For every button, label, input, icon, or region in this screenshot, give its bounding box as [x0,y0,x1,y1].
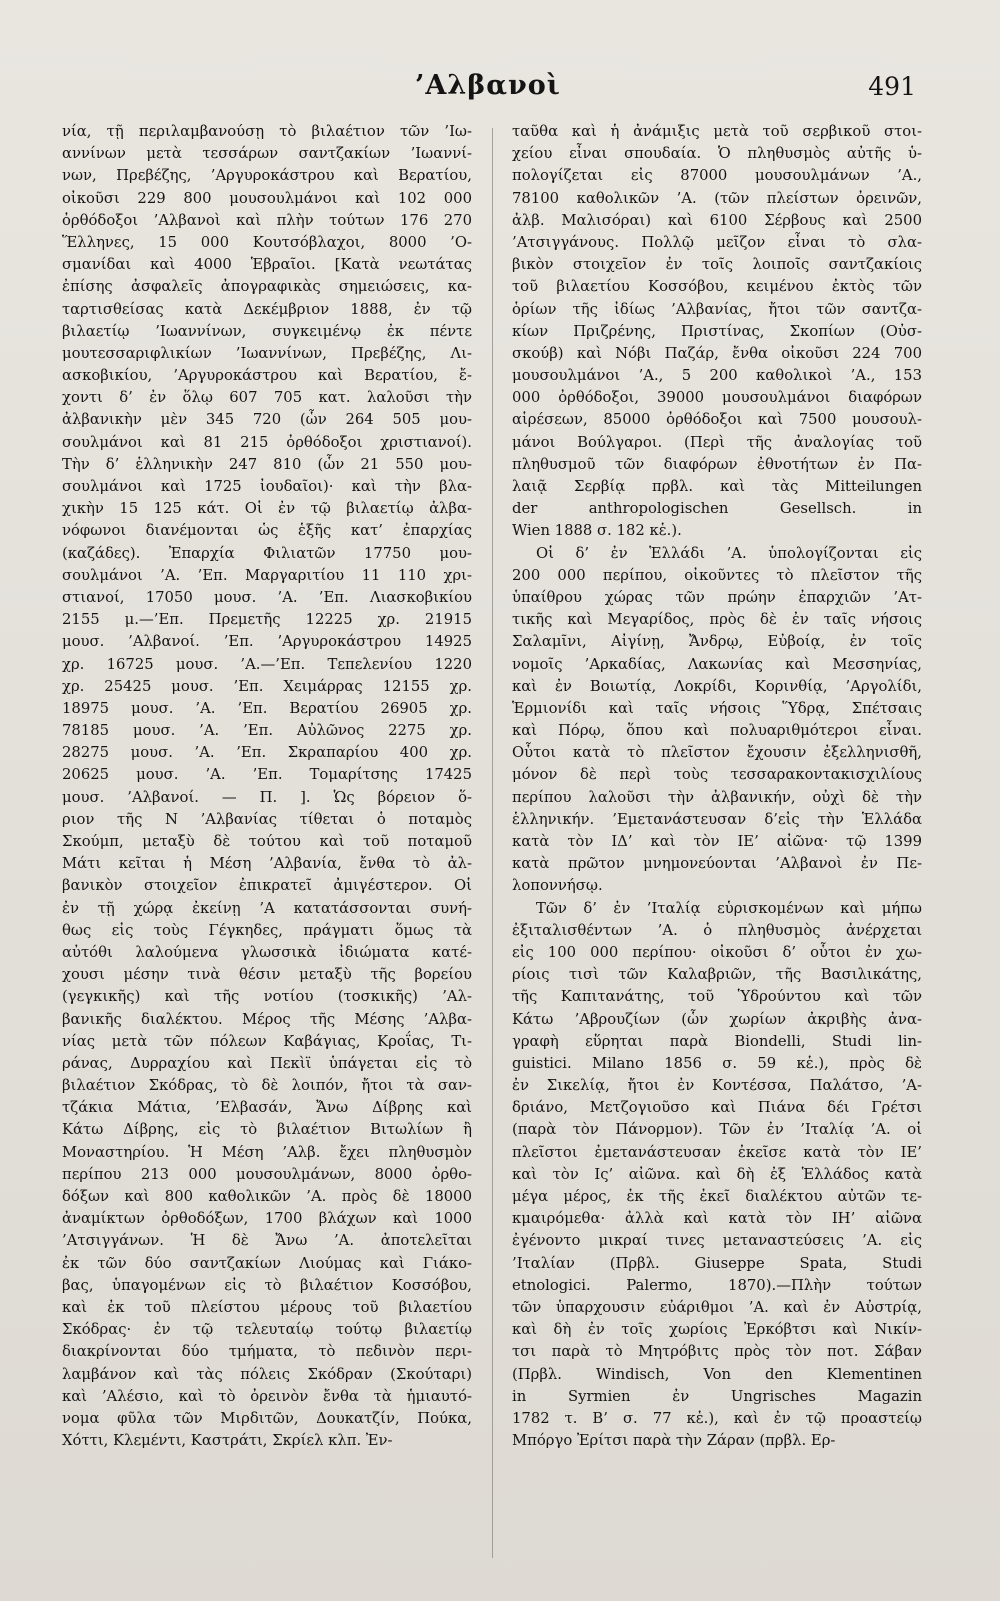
text-line: αὐτόθι λαλούμενα γλωσσικὰ ἰδιώματα κατέ- [62,943,472,961]
page-number: 491 [868,72,916,101]
text-line: (καζάδες). Ἐπαρχία Φιλιατῶν 17750 μου- [62,544,472,562]
text-line: θως εἰς τοὺς Γέγκηδες, πράγματι ὅμως τὰ [62,921,472,939]
text-line: ριον τῆς Ν ’Αλβανίας τίθεται ὁ ποταμὸς [62,810,472,828]
text-line: βανικὸν στοιχεῖον ἐπικρατεῖ ἀμιγέστερον. Οἱ [62,877,472,895]
text-line: αννίνων μετὰ τεσσάρων σαντζακίων ’Ιωαννί- [62,145,472,163]
text-line: οἰκοῦσι 229 800 μουσουλμάνοι καὶ 102 000 [62,189,472,207]
text-line: μάνοι Βούλγαροι. (Περὶ τῆς ἀναλογίας τοῦ [512,433,922,451]
text-line: ’Ιταλίαν (Πρβλ. Giuseppe Spata, Studi [512,1254,922,1272]
text-line: ὁρίων τῆς ἰδίως ’Αλβανίας, ἤτοι τῶν σαντζα- [512,300,922,318]
column-divider [492,128,493,1558]
text-line: μουτεσσαριφλικίων ’Ιωαννίνων, Πρεβέζης, Λι- [62,344,472,362]
text-line: 28275 μουσ. ’Α. ’Επ. Σκραπαρίου 400 χρ. [62,744,472,762]
text-line: περίπου 213 000 μουσουλμάνων, 8000 ὀρθο- [62,1165,472,1183]
text-line: Σκούμπ, μεταξὺ δὲ τούτου καὶ τοῦ ποταμοῦ [62,833,472,850]
text-line: ὀρθόδοξοι ’Αλβανοὶ καὶ πλὴν τούτων 176 270 [62,211,472,229]
text-line: 78185 μουσ. ’Α. ’Επ. Αὐλῶνος 2275 χρ. [62,722,472,740]
text-line: νομοῖς ’Αρκαδίας, Λακωνίας καὶ Μεσσηνίας, [512,655,922,673]
text-line: πλεῖστοι ἐμετανάστευσαν ἐκεῖσε κατὰ τὸν ΙΕ’ [512,1143,922,1161]
text-line: 000 ὀρθόδοξοι, 39000 μουσουλμάνοι διαφόρων [512,389,922,407]
text-line: 20625 μουσ. ’Α. ’Επ. Τομαρίτσης 17425 [62,766,472,784]
text-line: σουλμάνοι ’Α. ’Επ. Μαργαριτίου 11 110 χρι- [62,566,472,584]
text-line: σμανίδαι καὶ 4000 Ἑβραῖοι. [Κατὰ νεωτάτας [62,256,472,274]
text-line: Χόττι, Κλεμέντι, Καστράτι, Σκρίελ κλπ. Ἐν- [62,1432,393,1450]
text-line: Μοναστηρίου. Ἡ Μέση ’Αλβ. ἔχει πληθυσμὸν [62,1143,472,1161]
text-line: Οἱ δ’ ἐν Ἑλλάδι ’Α. ὑπολογίζονται εἰς [536,544,922,562]
text-line: in Syrmien ἐν Ungrisches Magazin [512,1387,922,1405]
text-line: Μάτι κεῖται ἡ Μέση ’Αλβανία, ἔνθα τὸ ἀλ- [62,855,472,873]
text-line: μουσ. ’Αλβανοί. — Π. ]. Ὡς βόρειον ὅ- [62,788,472,806]
text-line: 78100 καθολικῶν ’Α. (τῶν πλείστων ὀρεινῶν, [512,189,922,207]
text-line: ὑπαίθρου χώρας τῶν πρώην ἐπαρχιῶν ’Ατ- [512,588,922,606]
text-line: καὶ τὸν Ις’ αἰῶνα. καὶ δὴ ἐξ Ἑλλάδος κατὰ [512,1165,922,1183]
text-line: στιανοί, 17050 μουσ. ’Α. ’Επ. Λιασκοβικίου [62,588,472,606]
text-line: ἐξιταλισθέντων ’Α. ὁ πληθυσμὸς ἀνέρχεται [512,921,922,939]
text-line: νόφωνοι διανέμονται ὡς ἑξῆς κατ’ ἐπαρχίας [62,522,472,540]
text-line: (Πρβλ. Windisch, Von den Klementinen [512,1365,922,1383]
text-line: δριάνο, Μετζογιοῦσο καὶ Πιάνα δέι Γρέτσι [512,1099,922,1117]
text-line: τῆς Καπιτανάτης, τοῦ Ὑδρούντου καὶ τῶν [512,988,922,1006]
text-line: ’Ατσιγγάνους. Πολλῷ μεῖζον εἶναι τὸ σλα- [512,233,922,251]
text-line: καὶ ἐν Βοιωτίᾳ, Λοκρίδι, Κορινθίᾳ, ’Αργολίδι, [512,677,922,695]
text-line: αἱρέσεων, 85000 ὀρθόδοξοι καὶ 7500 μουσουλ- [512,411,922,429]
text-line: καὶ ἐκ τοῦ πλείστου μέρους τοῦ βιλαετίου [62,1298,472,1316]
text-line: μουσ. ’Αλβανοί. ’Επ. ’Αργυροκάστρου 14925 [62,633,472,651]
text-line: καὶ δὴ ἐν τοῖς χωρίοις Ἐρκόβτσι καὶ Νικίν- [512,1321,922,1339]
text-line: Κάτω Δίβρης, εἰς τὸ βιλαέτιον Βιτωλίων ἢ [62,1121,472,1139]
text-line: ἀλβανικὴν μὲν 345 720 (ὧν 264 505 μου- [62,411,472,429]
text-line: σουλμάνοι καὶ 81 215 ὀρθόδοξοι χριστιανοί). [62,433,472,451]
text-line: Σκόδρας· ἐν τῷ τελευταίῳ τούτῳ βιλαετίῳ [62,1321,472,1339]
text-line: ρίοις τισὶ τῶν Καλαβριῶν, τῆς Βασιλικάτης, [512,966,922,984]
text-line: σουλμάνοι καὶ 1725 ἰουδαῖοι)· καὶ τὴν βλα- [62,478,472,495]
text-line: κμαιρόμεθα· ἀλλὰ καὶ κατὰ τὸν ΙΗ’ αἰῶνα [512,1210,922,1228]
text-line: ταῦθα καὶ ἡ ἀνάμιξις μετὰ τοῦ σερβικοῦ στοι- [512,123,922,140]
text-line: νίας μετὰ τῶν πόλεων Καβάγιας, Κροΐας, Τι- [62,1032,472,1050]
text-line: ἐγένοντο μικραί τινες μεταναστεύσεις ’Α. εἰς [512,1232,922,1250]
text-line: βανικῆς διαλέκτου. Μέρος τῆς Μέσης ’Αλβα- [62,1010,472,1028]
text-line: νομα φῦλα τῶν Μιρδιτῶν, Δουκατζίν, Πούκα, [62,1409,472,1427]
text-line: σκούβ) καὶ Νόβι Παζάρ, ἔνθα οἰκοῦσι 224 700 [512,344,922,362]
text-line: (γεγκικῆς) καὶ τῆς νοτίου (τοσκικῆς) ’Αλ- [62,988,472,1006]
text-line: Μπόργο Ἐρίτσι παρὰ τὴν Ζάραν (πρβλ. Ερ- [512,1432,836,1450]
text-line: κίων Πριζρένης, Πριστίνας, Σκοπίων (Οὐσ- [512,322,922,340]
text-line: χείου εἶναι σπουδαία. Ὁ πληθυσμὸς αὐτῆς ὑ- [512,145,922,163]
text-line: τῶν ὑπαρχουσιν εὐάριθμοι ’Α. καὶ ἐν Αὐστρίᾳ, [512,1298,922,1316]
text-line: χρ. 16725 μουσ. ’Α.—’Επ. Τεπελενίου 1220 [62,655,472,673]
text-line: λαιᾷ Σερβίᾳ πρβλ. καὶ τὰς Mitteilungen [512,478,922,495]
text-line: κατὰ πρῶτον μνημονεύονται ’Αλβανοὶ ἐν Πε- [512,855,922,873]
text-line: ἀναμίκτων ὀρθοδόξων, 1700 βλάχων καὶ 1000 [62,1210,472,1228]
text-line: Κάτω ’Αβρουζίων (ὧν χωρίων ἀκριβὴς ἀνα- [512,1010,922,1028]
text-line: 18975 μουσ. ’Α. ’Επ. Βερατίου 26905 χρ. [62,699,472,717]
text-line: ἐπίσης ἀσφαλεῖς ἀπογραφικὰς σημειώσεις, κα- [62,278,472,296]
text-line: ταρτισθείσας κατὰ Δεκέμβριον 1888, ἐν τῷ [62,300,472,318]
text-line: χοντι δ’ ἐν ὅλῳ 607 705 κατ. λαλοῦσι τὴν [62,389,472,407]
text-line: Σαλαμῖνι, Αἰγίνῃ, Ἄνδρῳ, Εὐβοίᾳ, ἐν τοῖς [512,633,922,651]
text-line: τζάκια Μάτια, ’Ελβασάν, Ἄνω Δίβρης καὶ [62,1099,472,1117]
text-line: λοποννήσῳ. [512,877,603,895]
text-line: der anthropologischen Gesellsch. in [512,500,922,518]
text-line: καὶ Πόρῳ, ὅπου καὶ πολυαριθμότεροι εἶναι. [512,722,922,740]
text-line: ἐν τῇ χώρᾳ ἐκείνῃ ’Α κατατάσσονται συνή- [62,899,472,917]
text-line: περίπου λαλοῦσι τὴν ἀλβανικήν, οὐχὶ δὲ τὴν [512,788,922,806]
running-title: ’Αλβανοὶ [415,70,561,101]
text-line: δόξων καὶ 800 καθολικῶν ’Α. πρὸς δὲ 18000 [62,1188,472,1205]
text-line: βας, ὑπαγομένων εἰς τὸ βιλαέτιον Κοσσόβου, [62,1276,472,1294]
text-line: βιλαετίῳ ’Ιωαννίνων, συγκειμένῳ ἐκ πέντε [62,322,472,340]
text-line: μόνον δὲ περὶ τοὺς τεσσαρακοντακισχιλίους [512,766,922,784]
text-line: εἰς 100 000 περίπου· οἰκοῦσι δ’ οὗτοι ἐν χω- [512,943,922,961]
text-line: Τῶν δ’ ἐν ’Ιταλίᾳ εὑρισκομένων καὶ μήπω [536,899,922,917]
text-line: 1782 τ. Β’ σ. 77 κἑ.), καὶ ἐν τῷ προαστείῳ [512,1409,922,1427]
text-line: (παρὰ τὸν Πάνορμον). Τῶν ἐν ’Ιταλίᾳ ’Α. οἱ [512,1121,922,1139]
text-line: λαμβάνον καὶ τὰς πόλεις Σκόδραν (Σκούταρι) [62,1365,472,1383]
text-line: 200 000 περίπου, οἰκοῦντες τὸ πλεῖστον τῆς [512,566,922,584]
text-line: πολογίζεται εἰς 87000 μουσουλμάνων ’Α., [512,167,922,185]
text-line: ἐκ τῶν δύο σαντζακίων Λιούμας καὶ Γιάκο- [62,1254,472,1272]
text-line: νων, Πρεβέζης, ’Αργυροκάστρου καὶ Βερατίου, [62,167,472,185]
text-line: ράνας, Δυρραχίου καὶ Πεκὶϊ ὑπάγεται εἰς τὸ [62,1054,472,1072]
text-line: Τὴν δ’ ἑλληνικὴν 247 810 (ὧν 21 550 μου- [62,455,472,473]
text-line: διακρίνονται δύο τμήματα, τὸ πεδινὸν περι- [62,1343,472,1361]
text-line: βιλαέτιον Σκόδρας, τὸ δὲ λοιπόν, ἤτοι τὰ σαν- [62,1077,472,1095]
text-line: πληθυσμοῦ τῶν διαφόρων ἐθνοτήτων ἐν Πα- [512,455,922,473]
text-line: βικὸν στοιχεῖον ἐν τοῖς λοιποῖς σαντζακίοις [512,256,922,274]
text-line: Ἕλληνες, 15 000 Κουτσόβλαχοι, 8000 ’Ο- [62,233,472,251]
text-line: τοῦ βιλαετίου Κοσσόβου, κειμένου ἐκτὸς τῶν [512,278,922,296]
text-line: guistici. Milano 1856 σ. 59 κἑ.), πρὸς δὲ [512,1054,922,1072]
text-line: χικὴν 15 125 κάτ. Οἱ ἐν τῷ βιλαετίῳ ἀλβα- [62,500,472,518]
text-line: γραφὴ εὕρηται παρὰ Biondelli, Studi lin- [512,1032,922,1050]
text-line: etnologici. Palermo, 1870).—Πλὴν τούτων [512,1276,922,1294]
text-line: Οὗτοι κατὰ τὸ πλεῖστον ἔχουσιν ἐξελληνισθῆ, [512,744,922,762]
text-line: Wien 1888 σ. 182 κἑ.). [512,522,682,540]
text-line: μέγα μέρος, ἐκ τῆς ἐκεῖ διαλέκτου αὐτῶν τε- [512,1188,922,1205]
text-line: ἀλβ. Μαλισόραι) καὶ 6100 Σέρβους καὶ 2500 [512,211,922,229]
right-column [512,121,922,1452]
text-line: χρ. 25425 μουσ. ’Επ. Χειμάρρας 12155 χρ. [62,677,472,695]
text-line: ἑλληνικήν. ’Εμετανάστευσαν δ’εἰς τὴν Ἑλλάδα [512,810,922,828]
text-line: μουσουλμάνοι ’Α., 5 200 καθολικοὶ ’Α., 153 [512,367,922,385]
text-line: ασκοβικίου, ’Αργυροκάστρου καὶ Βερατίου, ἔ- [62,367,472,385]
text-line: χουσι μέσην τινὰ θέσιν μεταξὺ τῆς βορείου [62,966,472,984]
text-line: νία, τῇ περιλαμβανούσῃ τὸ βιλαέτιον τῶν ’Ιω- [62,123,472,140]
text-line: κατὰ τὸν ΙΔ’ καὶ τὸν ΙΕ’ αἰῶνα· τῷ 1399 [512,833,922,850]
text-line: τικῆς καὶ Μεγαρίδος, πρὸς δὲ ἐν ταῖς νήσοις [512,611,922,629]
text-line: Ἑρμιονίδι καὶ ταῖς νήσοις Ὕδρᾳ, Σπέτσαις [512,699,922,717]
text-line: καὶ ’Αλέσιο, καὶ τὸ ὀρεινὸν ἔνθα τὰ ἡμιαυτό- [62,1387,472,1405]
text-line: ἐν Σικελίᾳ, ἤτοι ἐν Κοντέσσα, Παλάτσο, ’Α- [512,1077,922,1095]
text-line: ’Ατσιγγάνων. Ἡ δὲ Ἄνω ’Α. ἀποτελεῖται [62,1232,472,1250]
text-line: τσι παρὰ τὸ Μητρόβιτς πρὸς τὸν ποτ. Σάβαν [512,1343,922,1361]
text-line: 2155 μ.—’Επ. Πρεμετῆς 12225 χρ. 21915 [62,611,472,629]
left-column [62,121,472,1452]
